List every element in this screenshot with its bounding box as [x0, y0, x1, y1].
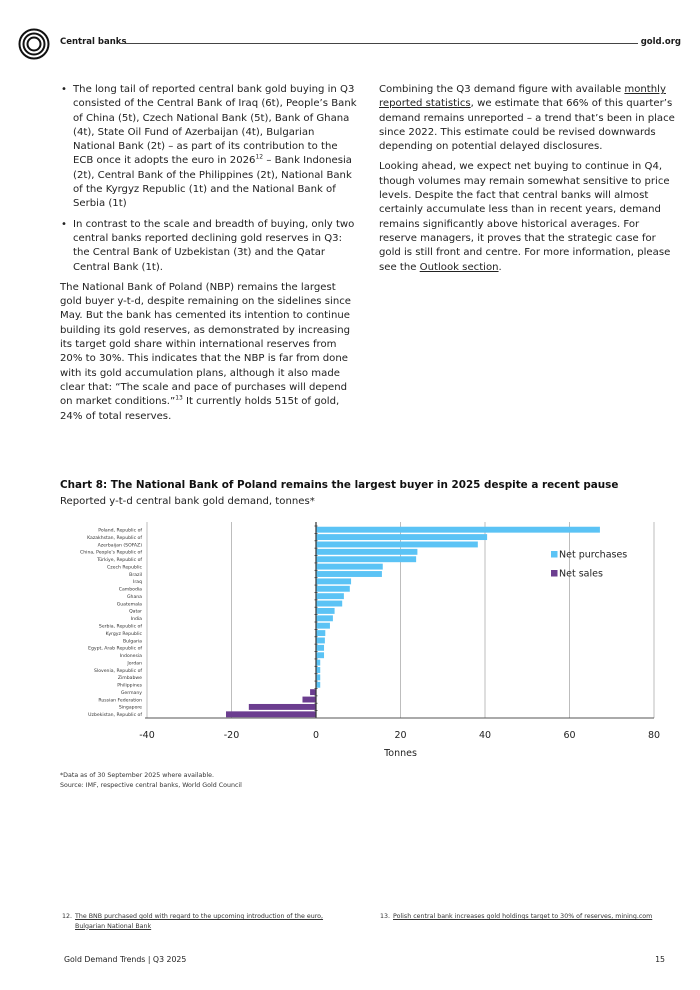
outlook-section-link[interactable]: Outlook section	[419, 261, 499, 273]
x-tick-label: 0	[312, 730, 320, 741]
category-label: Kyrgyz Republic	[105, 631, 142, 637]
x-tick-label: -40	[139, 730, 155, 741]
bullet-item: • The long tail of reported central bank gold buying in Q3 consisted of the Central Bank of Iraq (6t), People’s Bank of China (5t), Czech National Bank (5t), Bank of Ghana (4t), State Oil Fund of Azerbaijan (4t), Bulgarian National Bank (2t) – as part of its contribution to the ECB once it adopts the euro in 2026$^{12}$ – Bank Indonesia (2t), Central Bank of the Philippines (2t), National Bank of the Kyrgyz Republic (1t) and the National Bank of Serbia (1t)	[61, 84, 357, 210]
bar-singapore	[249, 704, 316, 710]
bar-t-rkiye-republic-of	[316, 556, 416, 562]
category-label: Singapore	[118, 705, 142, 711]
bullet-list	[60, 83, 358, 275]
bar-bulgaria	[316, 638, 325, 644]
bar-kyrgyz-republic	[316, 630, 325, 636]
section-label: Central banks	[60, 37, 127, 47]
category-label: Czech Republic	[107, 565, 142, 571]
left-column	[60, 83, 358, 430]
category-label: Qatar	[129, 609, 142, 615]
category-label: Ghana	[126, 594, 142, 600]
category-label: Egypt, Arab Republic of	[88, 646, 142, 652]
category-label: Brazil	[129, 572, 142, 578]
chart-note: *Data as of 30 September 2025 where available.	[60, 772, 215, 779]
chart-source: Source: IMF, respective central banks, World Gold Council	[60, 782, 242, 789]
bar-philippines	[316, 682, 320, 688]
monthly-statistics-link[interactable]: monthly reported statistics	[379, 84, 666, 110]
legend-label: Net sales	[559, 568, 603, 580]
right-column	[379, 83, 675, 281]
category-label: China, People's Republic of	[80, 550, 142, 556]
bar-jordan	[316, 660, 320, 666]
bar-czech-republic	[316, 564, 383, 570]
category-label: Jordan	[127, 661, 142, 667]
bar-guatemala	[316, 601, 342, 607]
category-label: Uzbekistan, Republic of	[88, 713, 142, 719]
legend-swatch	[551, 551, 558, 558]
category-label: Türkiye, Republic of	[97, 558, 142, 564]
category-label: Kazakhstan, Republic of	[87, 535, 142, 541]
category-label: Poland, Republic of	[98, 528, 142, 534]
bullet-icon: •	[61, 84, 67, 95]
bar-brazil	[316, 571, 382, 577]
x-tick-label: 60	[563, 730, 576, 741]
bar-india	[316, 615, 333, 621]
x-tick-label: -20	[223, 730, 240, 741]
footnote-ref-12[interactable]: 12	[255, 154, 264, 162]
bar-germany	[310, 689, 316, 695]
footnote-12[interactable]: 12. The BNB purchased gold with regard to the upcoming introduction of the euro, Bulgarian National Bank	[62, 913, 324, 930]
bar-kazakhstan-republic-of	[316, 534, 487, 540]
bar-ghana	[316, 593, 344, 599]
paragraph-unreported: Combining the Q3 demand figure with available monthly reported statistics, we estimate that 66% of this quarter’s demand remains unreported – a trend that’s been in place since 2022. This estimate could be revised downwards depending on potential delayed disclosures.	[379, 84, 675, 153]
bar-azerbaijan-sofaz	[316, 542, 478, 548]
x-tick-label: 80	[647, 730, 661, 741]
paragraph-outlook: Looking ahead, we expect net buying to continue in Q4, though volumes may remain somewhat sensitive to price levels. Despite the fact that central banks will almost certainly accumulate less than in recent years, demand remains significantly above historical averages. For reserve managers, it proves that the strategic case for gold is still front and centre. For more information, please see the Outlook section.	[379, 161, 671, 273]
category-label: Slovenia, Republic of	[94, 668, 142, 674]
category-label: Bulgaria	[122, 639, 142, 645]
bar-cambodia	[316, 586, 350, 592]
chart-subtitle: Reported y-t-d central bank gold demand, tonnes*	[60, 496, 315, 507]
paragraph-nbp: The National Bank of Poland (NBP) remains the largest gold buyer y-t-d, despite remaining on the sidelines since May. But the bank has cemented its intention to continue building its gold reserves, as demonstrated by increasing its target gold share within international reserves from 20% to 30%. This indicates that the NBP is far from done with its gold accumulation plans, although it also made clear that: “The scale and pace of purchases will depend on market conditions.”$^{13}$ It currently holds 515t of gold, 24% of total reserves.	[60, 281, 351, 422]
page-number: 15	[655, 955, 665, 964]
category-label: Russian Federation	[98, 698, 142, 704]
header-rule	[120, 43, 638, 44]
bullet-icon: •	[61, 218, 67, 230]
site-link[interactable]: gold.org	[640, 37, 681, 47]
x-tick-label: 20	[394, 730, 407, 741]
category-label: Philippines	[117, 683, 142, 689]
category-label: Serbia, Republic of	[98, 624, 142, 630]
bar-uzbekistan-republic-of	[226, 711, 316, 717]
bar-russian-federation	[302, 697, 316, 703]
bullet-item: • In contrast to the scale and breadth of buying, only two central banks reported declining gold reserves in Q3: the Central Bank of Uzbekistan (3t) and the Qatar Central Bank (1t).	[61, 218, 355, 273]
legend-swatch	[551, 570, 558, 577]
category-label: Cambodia	[118, 587, 142, 593]
category-label: Indonesia	[119, 654, 142, 660]
bar-iraq	[316, 578, 351, 584]
category-label: Germany	[120, 690, 142, 696]
wgc-logo-icon	[18, 28, 50, 60]
bar-egypt-arab-republic-of	[316, 645, 324, 651]
category-label: Azerbaijan (SOFAZ)	[97, 543, 142, 549]
bar-zimbabwe	[316, 674, 320, 680]
bar-indonesia	[316, 652, 324, 658]
x-axis-title: Tonnes	[384, 748, 417, 759]
footnote-13[interactable]: 13. Polish central bank increases gold holdings target to 30% of reserves, mining.com	[380, 913, 653, 920]
chart-title: Chart 8: The National Bank of Poland remains the largest buyer in 2025 despite a recent pause	[60, 479, 619, 491]
bar-serbia-republic-of	[316, 623, 330, 629]
bar-poland-republic-of	[316, 527, 600, 533]
category-label: Guatemala	[116, 602, 142, 608]
bar-chart	[0, 515, 700, 760]
footer-publication: Gold Demand Trends | Q3 2025	[64, 955, 187, 964]
bar-slovenia-republic-of	[316, 667, 320, 673]
bar-china-people-s-republic-of	[316, 549, 417, 555]
footnote-ref-13[interactable]: 13	[175, 394, 183, 402]
category-label: India	[130, 617, 142, 623]
legend-label: Net purchases	[559, 549, 628, 561]
page-header	[18, 28, 682, 60]
category-label: Iraq	[133, 580, 142, 586]
bar-qatar	[316, 608, 335, 614]
category-label: Zimbabwe	[117, 676, 142, 682]
x-tick-label: 40	[478, 730, 492, 741]
